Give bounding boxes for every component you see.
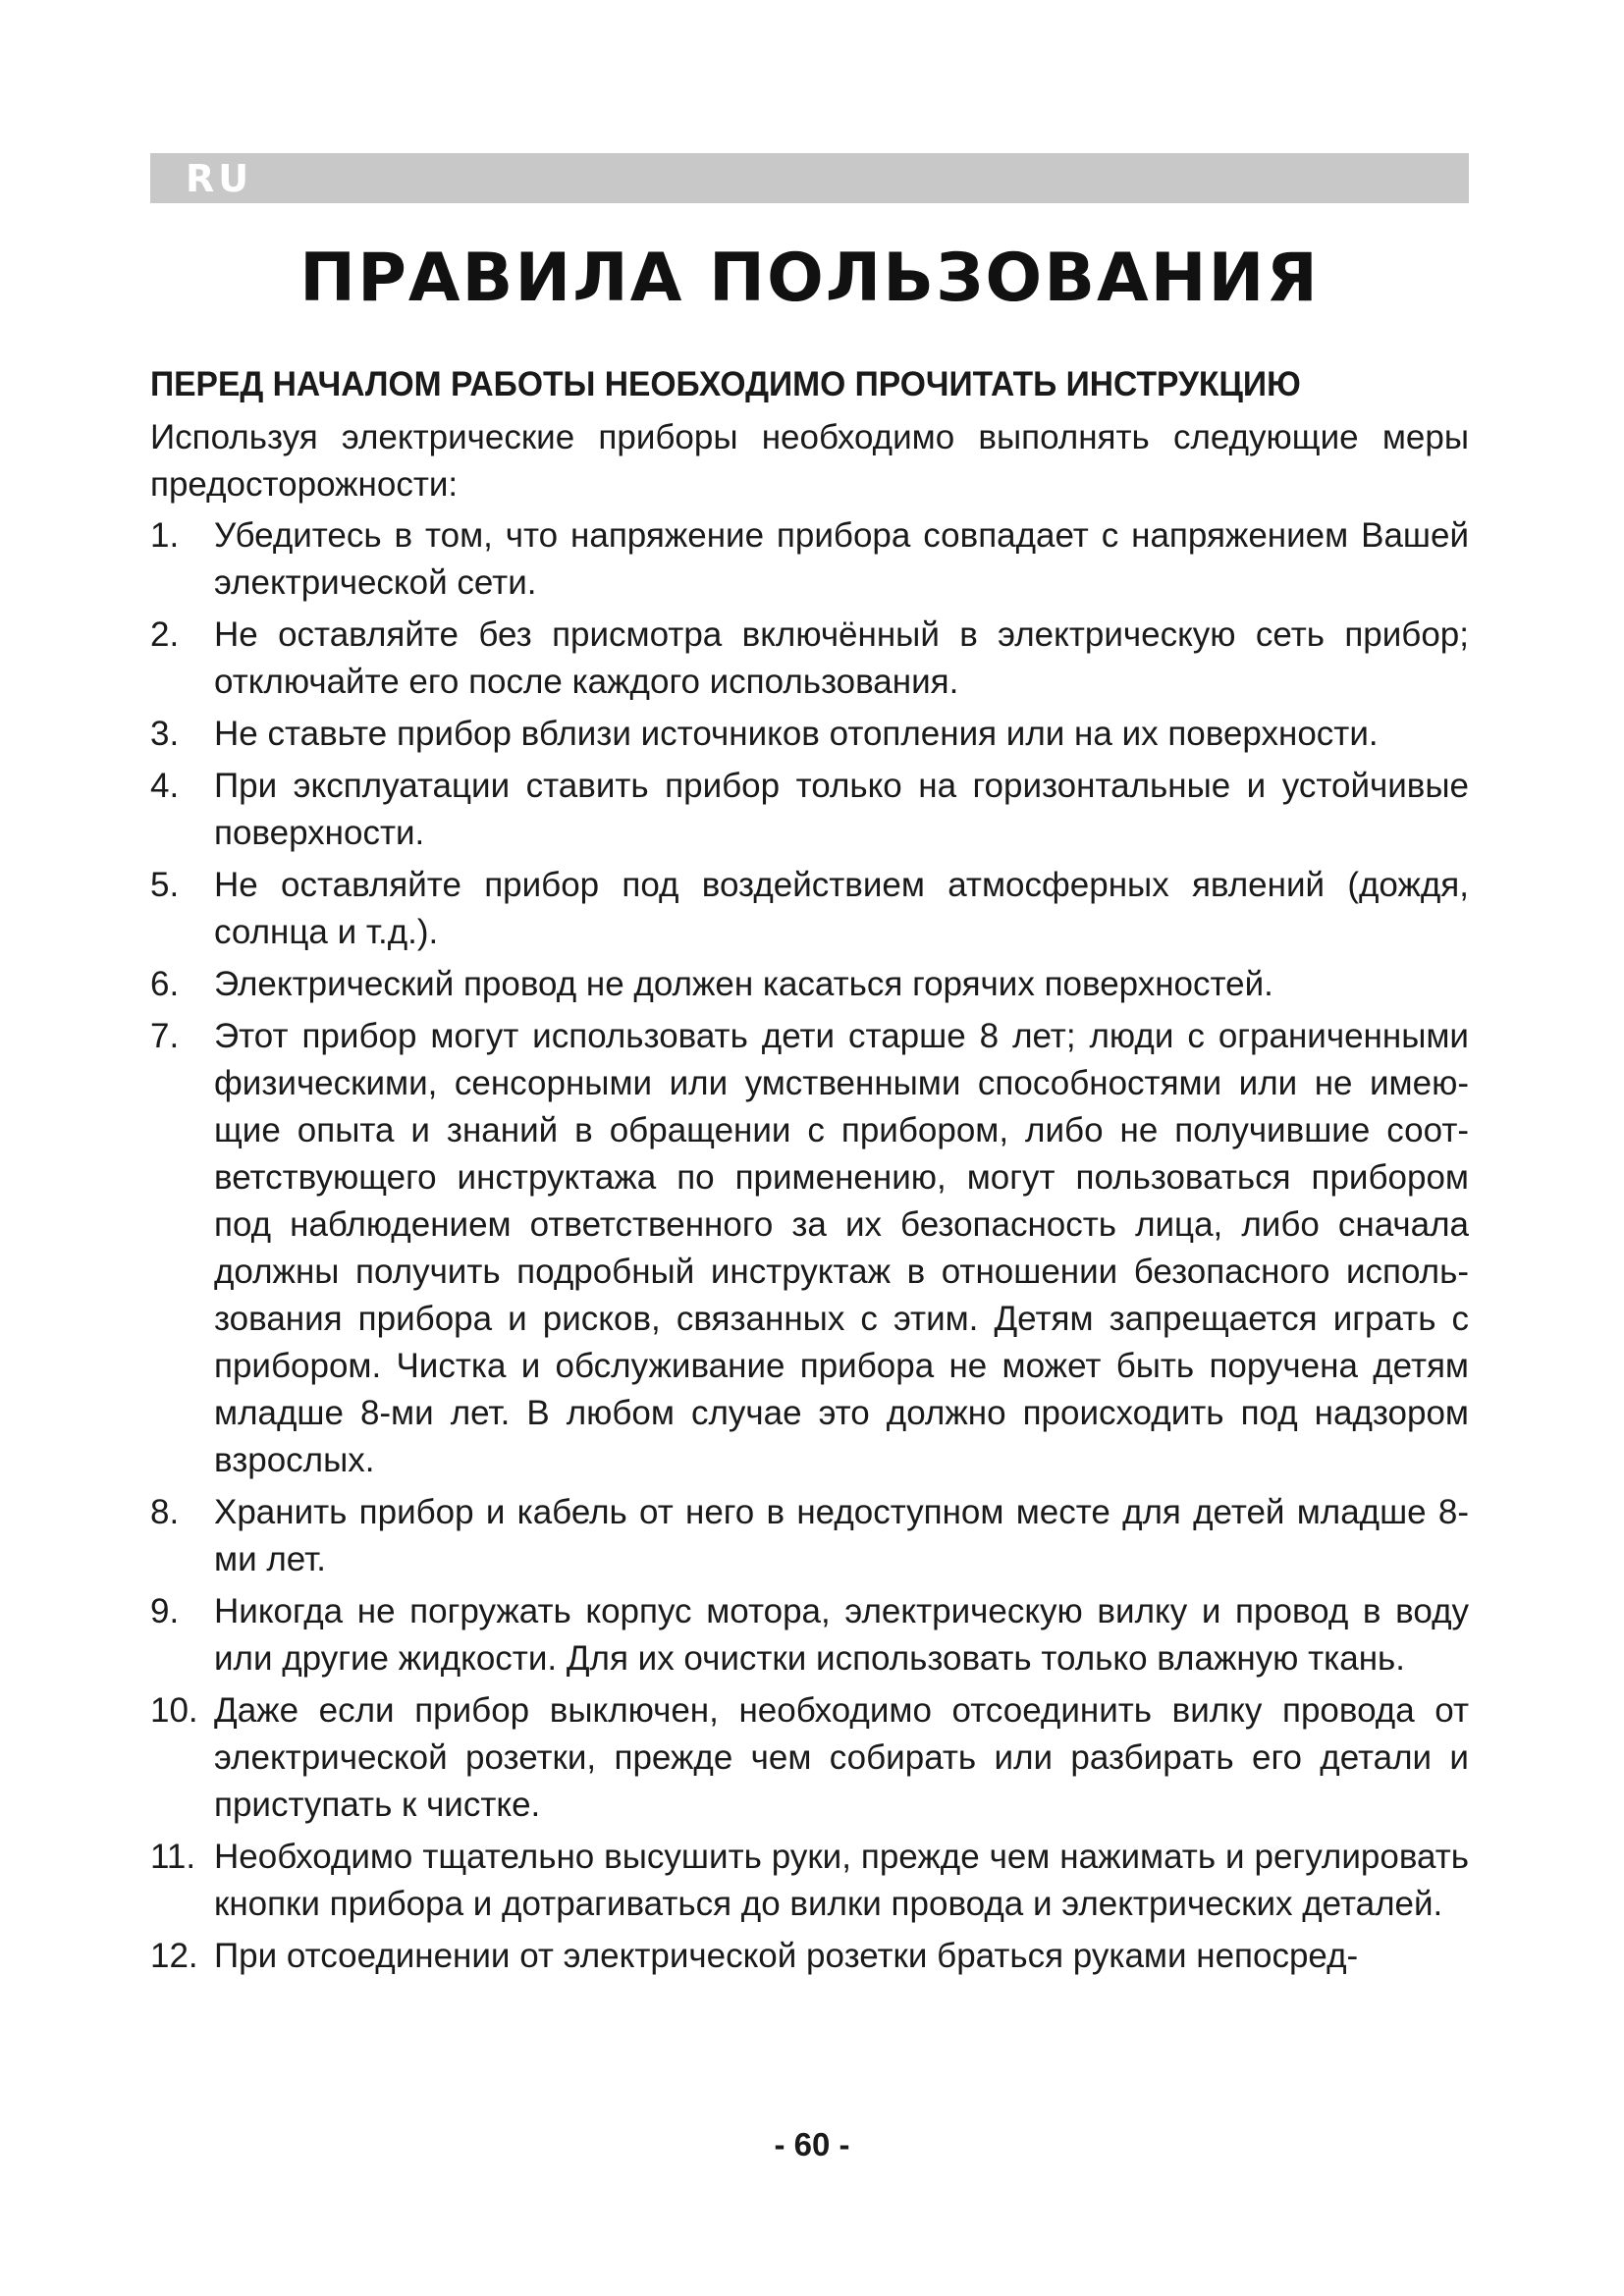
rule-number: 8. (150, 1493, 180, 1531)
rule-number: 3. (150, 715, 180, 753)
rule-item-9 (150, 1588, 1469, 1682)
safety-rules-list (150, 512, 1469, 1980)
rule-item-8 (150, 1489, 1469, 1583)
rule-item-2 (150, 612, 1469, 706)
intro-paragraph: Используя электрические приборы необходимо выполнять следующие меры предосторожности: (150, 418, 1469, 504)
rule-item-11 (150, 1834, 1469, 1928)
rule-number: 12. (150, 1937, 198, 1975)
rule-number: 5. (150, 866, 180, 904)
rule-number: 4. (150, 767, 180, 805)
rule-text: При эксплуатации ставить прибор только на горизонтальные и устойчивые поверхности. (214, 767, 1469, 852)
rule-text: Этот прибор могут использовать дети старше 8 лет; люди с ограниченными физическими, сенсорными или умственными способностями или не имеющие опыта и знаний в обращении с прибором, либо не получившие соответствующего инструктажа по применению, могут пользоваться прибором под наблюдением ответственного за их безопасность лица, либо сначала должны получить подробный инструктаж в отношении безопасного использования прибора и рисков, связанных с этим. Детям запрещается играть с прибором. Чистка и обслуживание прибора не может быть поручена детям младше 8-ми лет. В любом случае это должно происходить под надзором взрослых. (214, 1017, 1469, 1479)
rule-text: Электрический провод не должен касаться горячих поверхностей. (214, 965, 1273, 1003)
rule-item-1 (150, 512, 1469, 607)
rule-text: Никогда не погружать корпус мотора, электрическую вилку и провод в воду или другие жидкости. Для их очистки использовать только влажную ткань. (214, 1592, 1469, 1678)
rule-item-7 (150, 1013, 1469, 1484)
page-content (150, 359, 1469, 1985)
rule-number: 9. (150, 1592, 180, 1630)
rule-number: 7. (150, 1017, 180, 1055)
rule-text: Не оставляйте прибор под воздействием атмосферных явлений (дождя, солнца и т.д.). (214, 866, 1469, 951)
rule-number: 10. (150, 1691, 198, 1730)
rule-text: Не оставляйте без присмотра включённый в электрическую сеть прибор; отключайте его после каждого использования. (214, 615, 1469, 701)
section-subheading: ПЕРЕД НАЧАЛОМ РАБОТЫ НЕОБХОДИМО ПРОЧИТАТЬ ИНСТРУКЦИЮ (150, 365, 1301, 403)
rule-item-6 (150, 961, 1469, 1008)
rule-text: Убедитесь в том, что напряжение прибора совпадает с напряжением Вашей электрической сети. (214, 516, 1469, 602)
rule-text: При отсоединении от электрической розетки браться руками непосред- (214, 1937, 1359, 1975)
rule-text: Необходимо тщательно высушить руки, прежде чем нажимать и регулировать кнопки прибора и дотрагиваться до вилки провода и электрических деталей. (214, 1838, 1469, 1923)
language-header-bar (150, 153, 1469, 203)
rule-number: 2. (150, 615, 180, 654)
rule-text: Даже если прибор выключен, необходимо отсоединить вилку провода от электрической розетки, прежде чем собирать или разбирать его детали и приступать к чистке. (214, 1691, 1469, 1824)
rule-text: Не ставьте прибор вблизи источников отопления или на их поверхности. (214, 715, 1379, 753)
rule-number: 11. (150, 1838, 196, 1876)
rule-text: Хранить прибор и кабель от него в недоступном месте для детей младше 8-ми лет. (214, 1493, 1469, 1578)
rule-number: 6. (150, 965, 180, 1003)
rule-item-3 (150, 711, 1469, 758)
language-code: RU (186, 157, 253, 200)
rule-number: 1. (150, 516, 180, 555)
page-title: ПРАВИЛА ПОЛЬЗОВАНИЯ (299, 240, 1320, 317)
rule-item-5 (150, 862, 1469, 956)
rule-item-12 (150, 1933, 1469, 1980)
page-number: - 60 - (774, 2126, 850, 2163)
rule-item-4 (150, 763, 1469, 857)
rule-item-10 (150, 1687, 1469, 1829)
